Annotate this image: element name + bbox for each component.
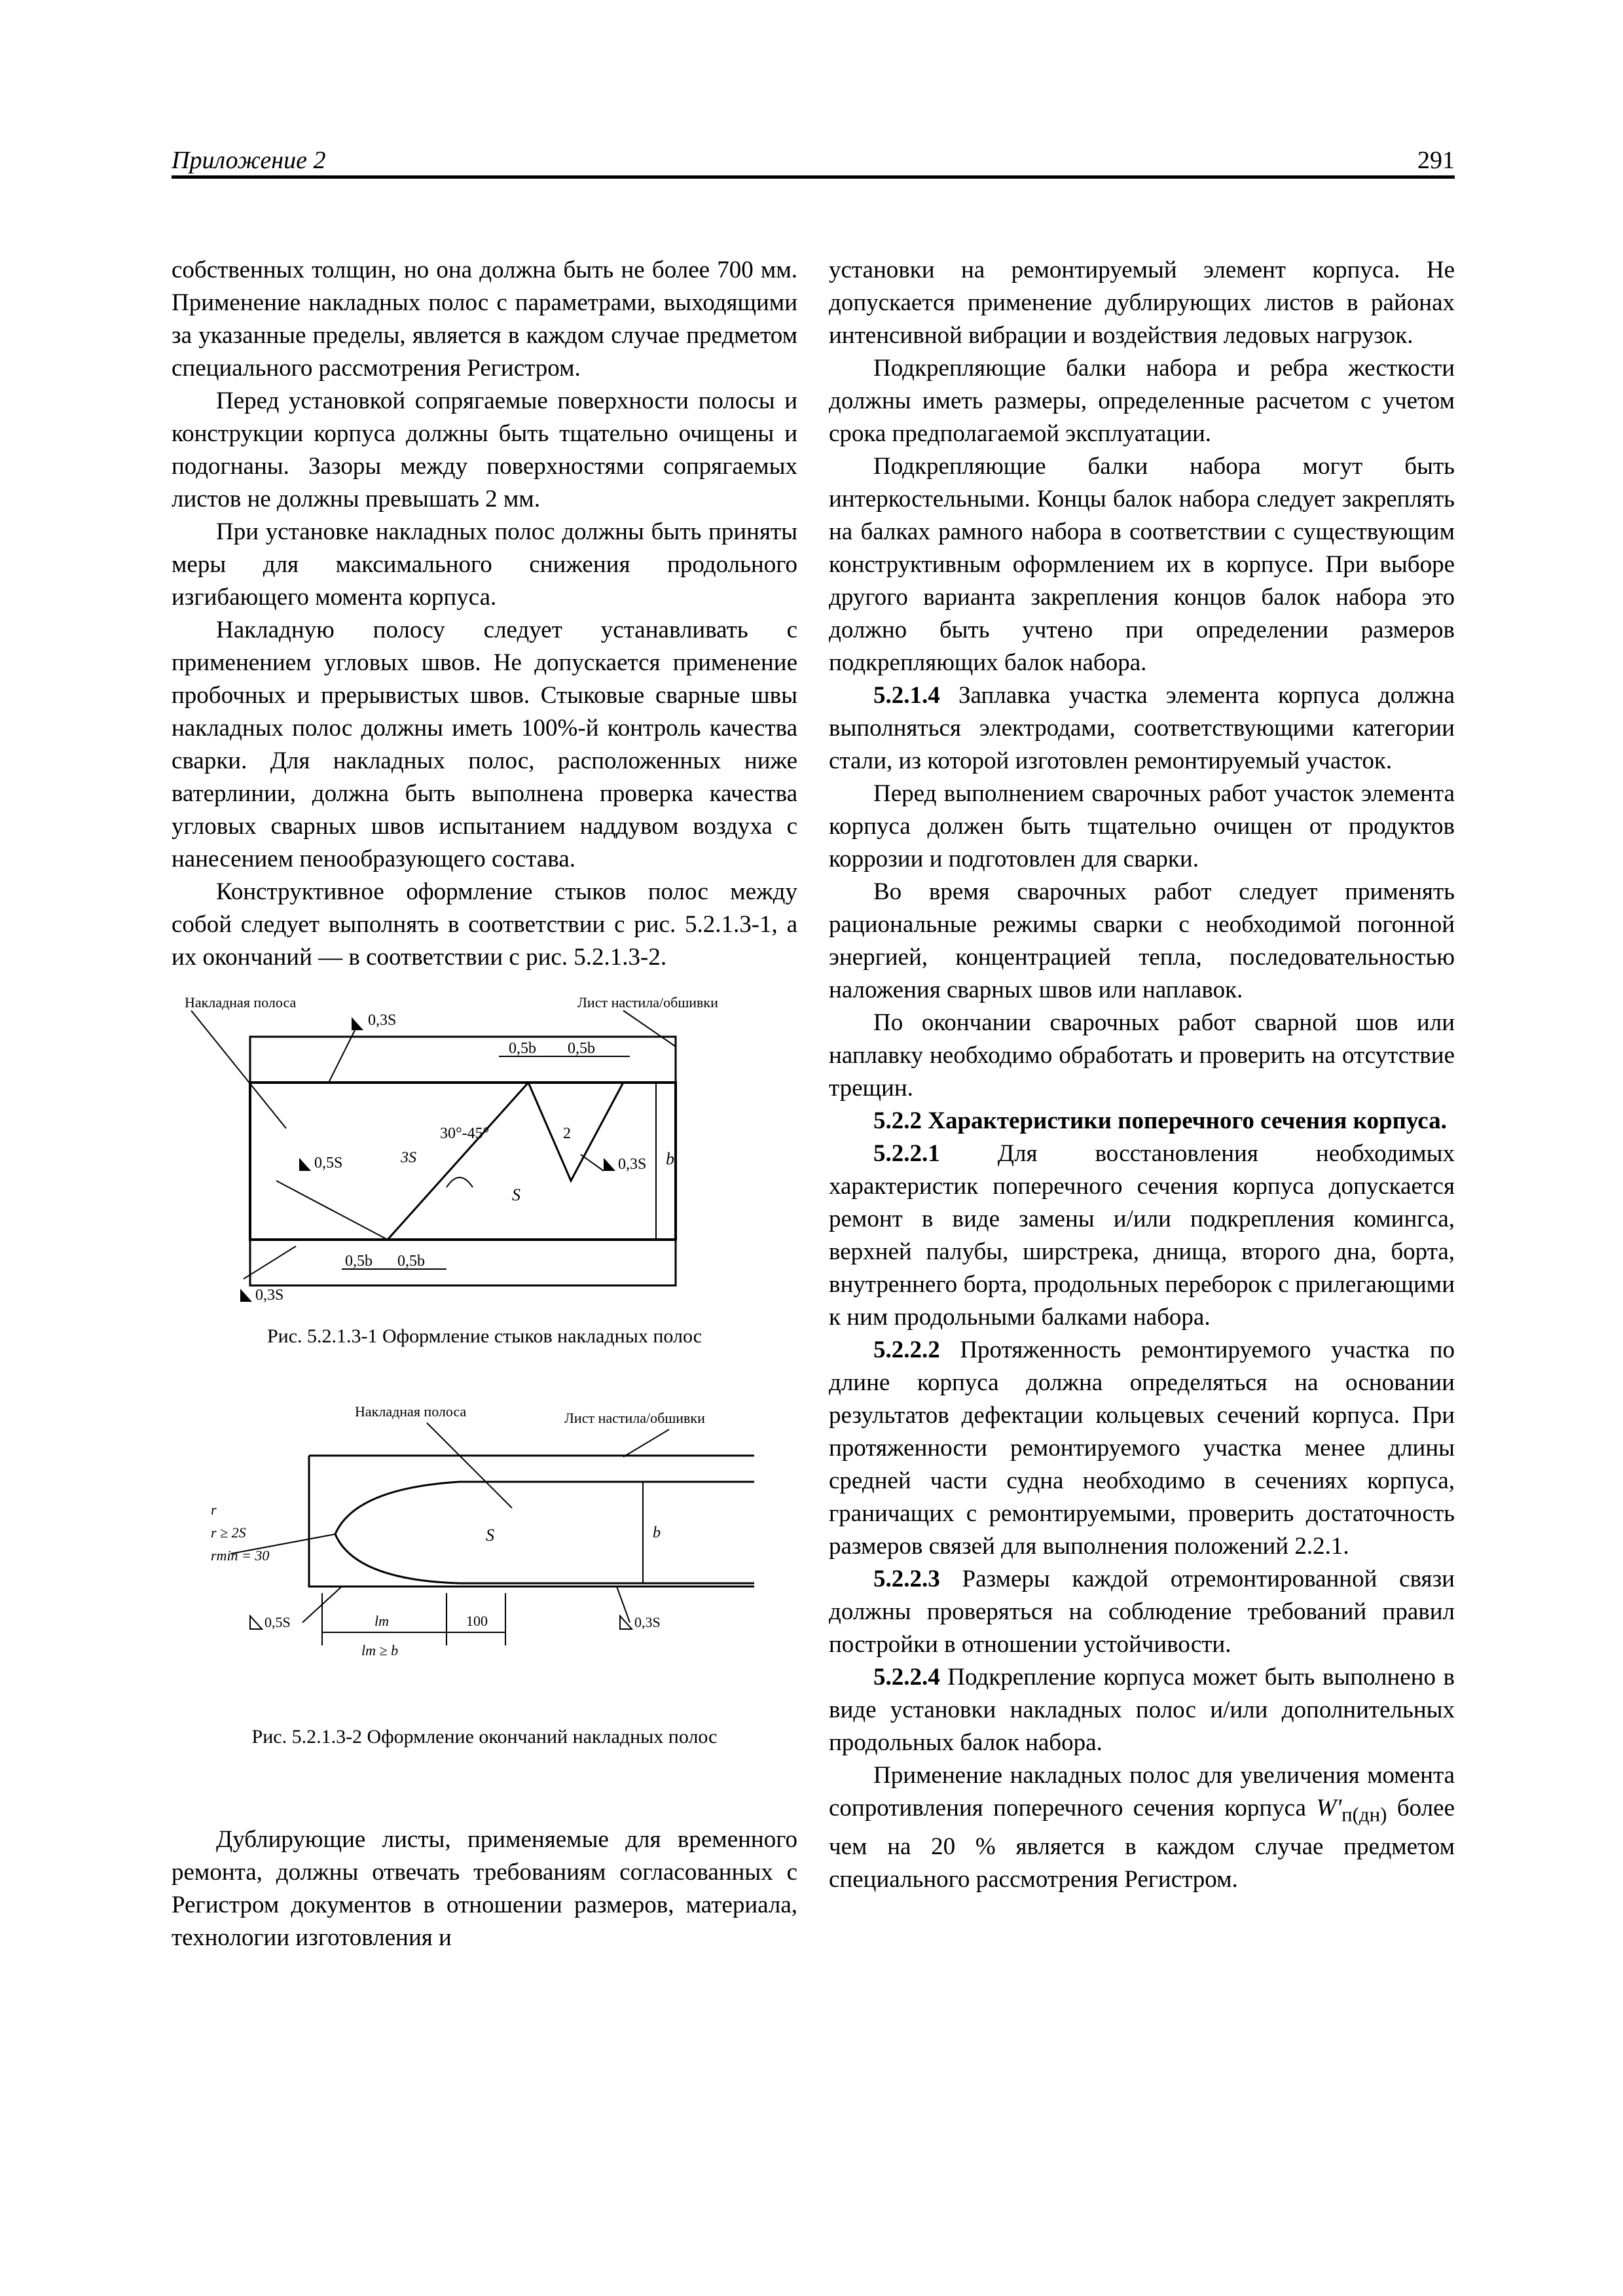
paragraph [829, 679, 1455, 778]
weld-symbol-icon [352, 1017, 363, 1030]
fig1-gap: 2 [563, 1125, 571, 1142]
fig1-dim-top-b: 0,5b [568, 1040, 595, 1057]
fig1-dim-bot-b: 0,5b [397, 1253, 425, 1270]
paragraph: Подкрепляющие балки набора могут быть интеркостельными. Концы балок набора следует закреплять на балках рамного набора в соответствии с существующим конструктивным оформлением их в корпусе. При выборе другого варианта закрепления концов балок набора это должно быть учтено при определении размеров подкрепляющих балок набора. [829, 453, 1455, 676]
fig2-label-rmin: rmin = 30 [211, 1547, 270, 1564]
fig1-weld-bottom: 0,3S [255, 1287, 284, 1304]
clause-text: Протяженность ремонтируемого участка по длине корпуса должна определяться на основании результатов дефектации кольцевых сечений корпуса. При протяженности ремонтируемого участка менее длины средней части судна необходимо в сечениях корпуса, граничащих с ремонтируемыми, проверить достаточность размеров связей для выполнения положений 2.2.1. [829, 1336, 1455, 1560]
clause-text: Подкрепление корпуса может быть выполнено в виде установки накладных полос и/или дополнительных продольных балок набора. [829, 1664, 1455, 1756]
fig2-dim-l: lm [374, 1613, 389, 1629]
figure-caption: Рис. 5.2.1.3-2 Оформление окончаний накладных полос [251, 1726, 718, 1748]
fig1-weld-left: 0,5S [314, 1155, 343, 1172]
figure-strip-joints-drawing [172, 991, 797, 1318]
strip-ending [335, 1482, 754, 1583]
fig2-label-s: S [486, 1526, 494, 1545]
section-modulus-symbol: W' [1316, 1795, 1342, 1821]
paragraph: Перед выполнением сварочных работ участок элемента корпуса должен быть тщательно очищен от продуктов коррозии и подготовлен для сварки. [829, 780, 1455, 872]
clause-number: 5.2.2.4 [873, 1664, 940, 1691]
paragraph [829, 1759, 1455, 1896]
fig1-dim-bot-a: 0,5b [345, 1253, 373, 1270]
left-column [172, 254, 797, 1954]
paragraph: Подкрепляющие балки набора и ребра жесткости должны иметь размеры, определенные расчетом с учетом срока предполагаемой эксплуатации. [829, 355, 1455, 447]
leader-line [581, 1155, 604, 1171]
paragraph [829, 1563, 1455, 1661]
weld-symbol-icon [240, 1289, 252, 1302]
paragraph: Накладную полосу следует устанавливать с применением угловых швов. Не допускается применение пробочных и прерывистых швов. Стыковые сварные швы накладных полос должны иметь 100%-й контроль качества сварки. Для накладных полос, расположенных ниже ватерлинии, должна быть выполнена проверка качества угловых сварных швов испытанием наддувом воздуха с нанесением пенообразующего состава. [172, 617, 797, 872]
clause-number: 5.2.2.3 [873, 1566, 940, 1592]
fig1-radius: 3S [401, 1149, 416, 1166]
weld-symbol-icon [620, 1616, 632, 1629]
section-heading: 5.2.2 Характеристики поперечного сечения корпуса. [873, 1107, 1447, 1134]
fig2-label-b: b [653, 1524, 661, 1541]
fig2-label-r-cond: r ≥ 2S [211, 1524, 246, 1541]
clause-text: Применение накладных полос для увеличения момента сопротивления поперечного сечения корпуса [829, 1762, 1455, 1821]
paragraph: Перед установкой сопрягаемые поверхности полосы и конструкции корпуса должны быть тщательно очищены и подогнаны. Зазоры между поверхностями сопрягаемых листов не должны превышать 2 мм. [172, 387, 797, 512]
paragraph: Во время сварочных работ следует применять рациональные режимы сварки с необходимой погонной энергией, концентрацией тепла, последовательностью наложения сварных швов или наплавок. [829, 878, 1455, 1003]
fig1-weld-right: 0,3S [618, 1156, 647, 1173]
fig2-label-sheet: Лист настила/обшивки [564, 1410, 705, 1426]
paragraph [829, 1138, 1455, 1334]
leader-line [329, 1030, 355, 1083]
leader-line [191, 1011, 286, 1128]
weld-symbol-icon [250, 1616, 262, 1629]
leader-line [623, 1011, 676, 1047]
fig2-weld-right: 0,3S [634, 1614, 661, 1630]
fig2-weld-left: 0,5S [264, 1614, 291, 1630]
paragraph: При установке накладных полос должны быть приняты меры для максимального снижения продольного изгибающего момента корпуса. [172, 518, 797, 611]
paragraph: По окончании сварочных работ сварной шов или наплавку необходимо обработать и проверить на отсутствие трещин. [829, 1009, 1455, 1102]
fig1-weld-top: 0,3S [368, 1012, 397, 1029]
paragraph [829, 1661, 1455, 1759]
clause-text: Заплавка участка элемента корпуса должна выполняться электродами, соответствующими категории стали, из которой изготовлен ремонтируемый участок. [829, 682, 1455, 774]
clause-number: 5.2.1.4 [873, 682, 940, 709]
paragraph [829, 1334, 1455, 1563]
page-number: 291 [1417, 147, 1455, 174]
figure-caption: Рис. 5.2.1.3-1 Оформление стыков накладных полос [266, 1325, 702, 1347]
top-plate [250, 1037, 676, 1083]
fig2-label-r: r [211, 1501, 217, 1518]
fig2-label-strip: Накладная полоса [355, 1403, 467, 1420]
clause-text: более чем на 20 % является в каждом случае предметом специального рассмотрения Регистром. [829, 1795, 1455, 1893]
leader-line [427, 1423, 512, 1508]
clause-number: 5.2.2.2 [873, 1336, 940, 1363]
sheet-outline [309, 1456, 754, 1587]
fig1-dim-top-a: 0,5b [509, 1040, 536, 1057]
fig1-label-strip: Накладная полоса [185, 994, 297, 1011]
right-column [829, 254, 1455, 1896]
leader-line [276, 1181, 388, 1240]
weld-symbol-icon [299, 1158, 311, 1171]
running-header-title: Приложение 2 [172, 147, 326, 174]
clause-text: Для восстановления необходимых характеристик поперечного сечения корпуса допускается ремонт в виде замены и/или подкрепления комингса, верхней палубы, ширстрека, днища, второго дна, борта, внутреннего борта, продольных переборок с прилегающими к ним продольными балками набора. [829, 1140, 1455, 1331]
clause-number: 5.2.2.1 [873, 1140, 940, 1167]
clause-text: Размеры каждой отремонтированной связи должны проверяться на соблюдение требований правил постройки в отношении устойчивости. [829, 1566, 1455, 1658]
paragraph: Дублирующие листы, применяемые для временного ремонта, должны отвечать требованиям согласованных с Регистром документов в отношении размеров, материала, технологии изготовления и [172, 1826, 797, 1951]
header-rule [172, 175, 1455, 179]
fig1-label-sheet: Лист настила/обшивки [577, 994, 718, 1011]
weld-symbol-icon [604, 1158, 615, 1171]
fig1-thickness: S [512, 1185, 520, 1204]
leader-line [623, 1429, 669, 1457]
section-modulus-subscript: п(дн) [1341, 1803, 1387, 1826]
leader-line [617, 1587, 630, 1623]
paragraph: собственных толщин, но она должна быть не более 700 мм. Применение накладных полос с параметрами, выходящими за указанные пределы, является в каждом случае предметом специального рассмотрения Регистром. [172, 257, 797, 382]
fig2-dim-cond: lm ≥ b [361, 1642, 399, 1659]
leader-line [244, 1246, 296, 1279]
bottom-plate [250, 1240, 676, 1285]
figure-strip-joints [172, 991, 797, 1357]
paragraph: Конструктивное оформление стыков полос между собой следует выполнять в соответствии с рис. 5.2.1.3-1, а их окончаний — в соответствии с рис. 5.2.1.3-2. [172, 878, 797, 971]
fig2-dim-100: 100 [466, 1613, 488, 1629]
angle-arc [447, 1177, 473, 1187]
fig1-angle: 30°-45° [440, 1125, 490, 1142]
figure-strip-endings [172, 1357, 797, 1776]
figure-strip-endings-drawing [172, 1357, 797, 1724]
paragraph: установки на ремонтируемый элемент корпуса. Не допускается применение дублирующих листов в районах интенсивной вибрации и воздействия ледовых нагрузок. [829, 257, 1455, 349]
fig1-b: b [666, 1149, 674, 1168]
